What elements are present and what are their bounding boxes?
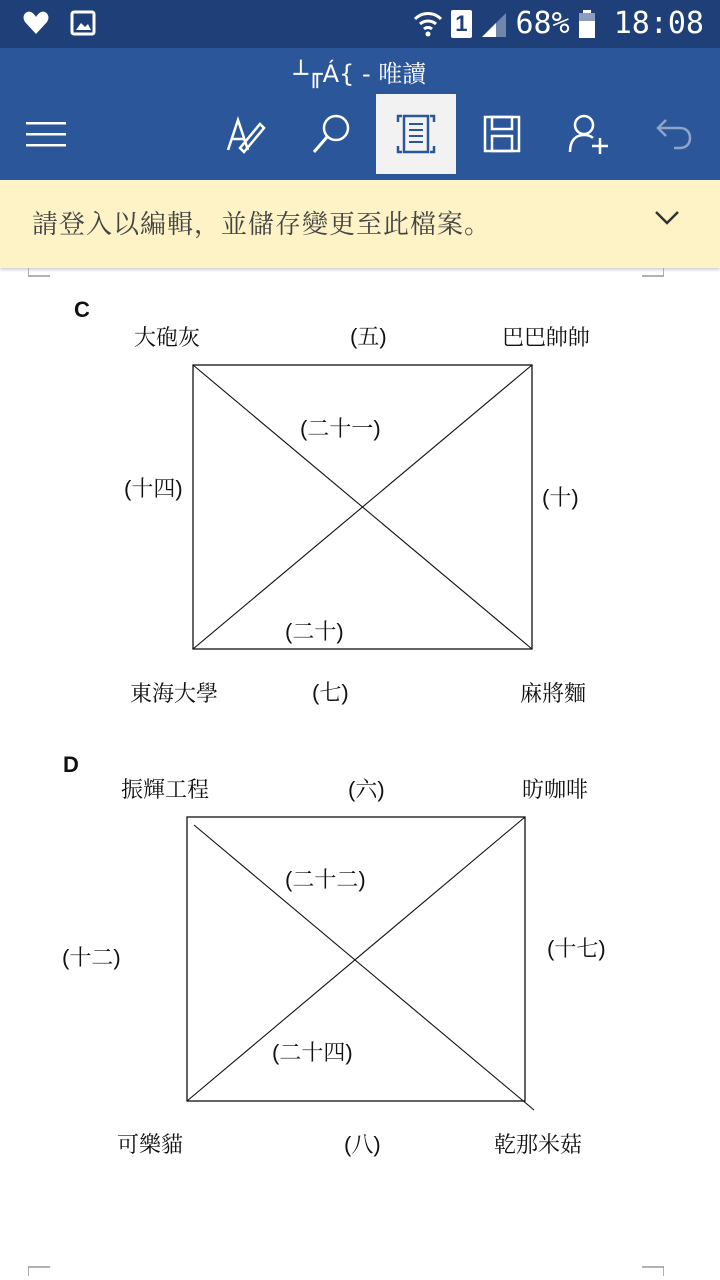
inner-label: (二十四) — [272, 1040, 353, 1065]
clock: 18:08 — [613, 6, 704, 41]
edge-label: (七) — [312, 680, 349, 705]
corner-label: 大砲灰 — [134, 325, 201, 350]
edge-label: (十) — [542, 485, 579, 510]
edge-label: (十七) — [547, 936, 606, 961]
diagram-d-box — [187, 817, 534, 1110]
corner-label: 振輝工程 — [121, 777, 210, 802]
sim-slot-badge: 1 — [451, 10, 471, 38]
diagram-c-box — [193, 365, 532, 649]
corner-label: 巴巴帥帥 — [502, 325, 591, 350]
edge-label: (五) — [350, 324, 387, 349]
sign-in-banner-text: 請登入以編輯，並儲存變更至此檔案。 — [32, 210, 492, 240]
battery-level: 68% — [515, 6, 570, 41]
inner-label: (二十一) — [300, 416, 381, 441]
edge-label: (六) — [348, 777, 385, 802]
corner-label: 昉咖啡 — [522, 777, 589, 802]
edge-label: (八) — [344, 1132, 381, 1157]
inner-label: (二十二) — [285, 867, 366, 892]
corner-label: 東海大學 — [130, 681, 219, 706]
section-label-d: D — [63, 752, 79, 777]
corner-label: 乾那米菇 — [494, 1132, 583, 1157]
corner-label: 可樂貓 — [117, 1132, 184, 1157]
edge-label: (十二) — [62, 945, 121, 970]
document-title: ┴╓Á{ - 唯讀 — [293, 60, 427, 88]
section-label-c: C — [74, 297, 90, 322]
corner-label: 麻將麵 — [520, 681, 587, 706]
inner-label: (二十) — [285, 619, 344, 644]
edge-label: (十四) — [124, 476, 183, 501]
